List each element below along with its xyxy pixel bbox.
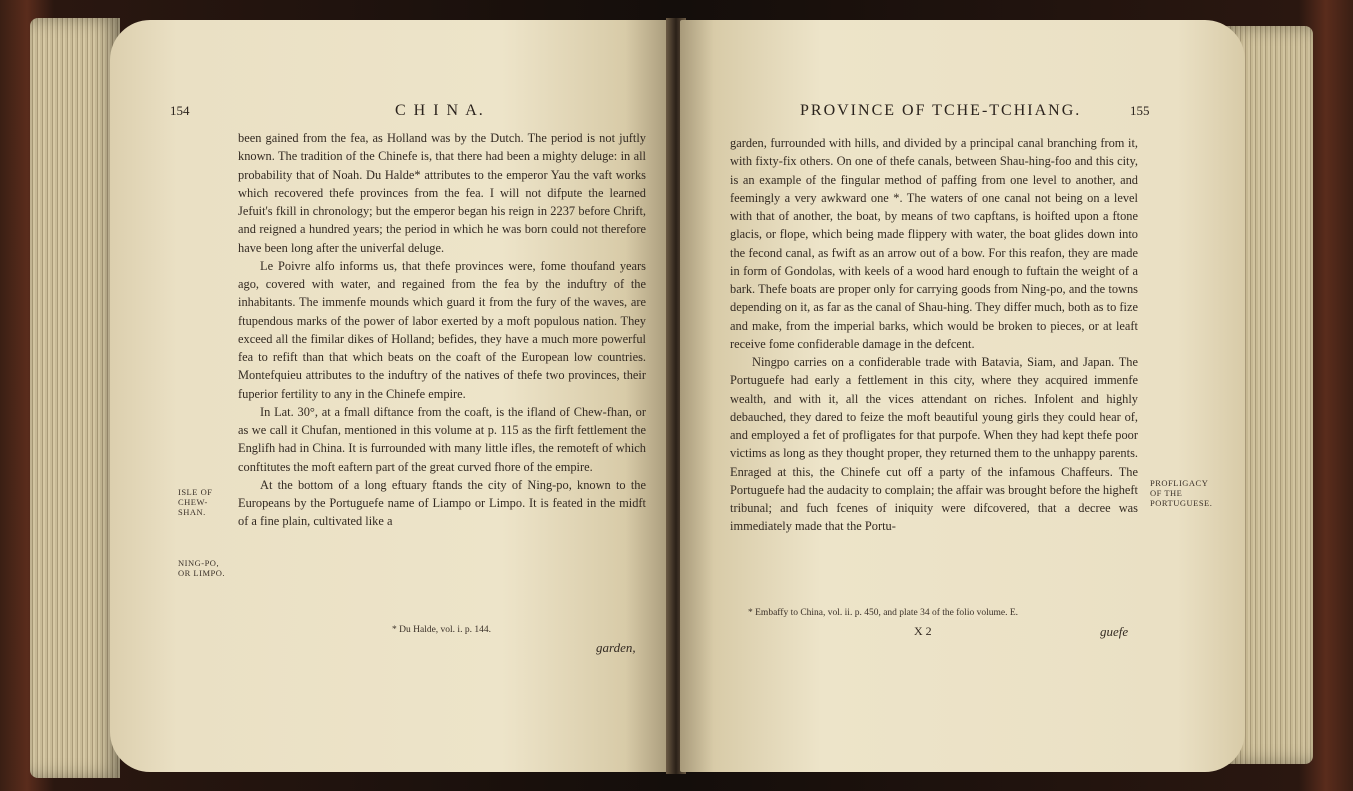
margin-note: PROFLIGACY OF THE PORTUGUESE. xyxy=(1150,478,1213,508)
paragraph: Ningpo carries on a confiderable trade with Batavia, Siam, and Japan. The Portuguefe had early a fettlement in this city, where they acquired immenfe wealth, and with it, all the vices attendant on riches. Infolent and highly debauched, they dared to feize the moft beautiful young girls they could hear of, and employed a fet of profligates for that purpofe. When they had kept thefe poor victims as long as they thought proper, they returned them to the unhappy parents. Enraged at this, the Chinefe cut off a party of the infamous Chaffeurs. The Portuguefe had the audacity to complain; the affair was brought before the higheft tribunal; and fuch fcenes of iniquity were difcovered, that a decree was immediately made that the Portu- xyxy=(730,355,1138,534)
left-page-edges xyxy=(30,18,120,778)
paragraph: Le Poivre alfo informs us, that thefe provinces were, fome thoufand years ago, covered with water, and regained from the fea by the induftry of the inhabitants. The immenfe mounds which guard it from the fury of the waves, are ftupendous marks of the power of labor exerted by a moft populous nation. They exceed all the fimilar dikes of Holland; befides, they have a much more powerful fea to refift than that which beats on the coaft of the European low countries. Montefquieu attributes to the induftry of the natives of thefe two provinces, their fuperior fertility to any in the Chinefe empire. xyxy=(238,258,646,401)
paragraph: At the bottom of a long eftuary ftands the city of Ning-po, known to the Europeans by the Portuguefe name of Liampo or Limpo. It is feated in the midft of a fine plain, cultivated like a xyxy=(238,477,646,529)
catchword: garden, xyxy=(596,640,636,655)
paragraph: In Lat. 30°, at a fmall diftance from the coaft, is the ifland of Chew-fhan, or as we call it Chufan, mentioned in this volume at p. 115 as the firft fettlement the Englifh had in China. It is furrounded with many little ifles, the remoteft of which conftitutes the moft eaftern part of the great curved fhore of the empire. xyxy=(238,404,646,474)
right-body-text xyxy=(730,134,1138,536)
left-page-number: 154 xyxy=(170,103,190,118)
right-page-number: 155 xyxy=(1130,103,1150,118)
catchword: guefe xyxy=(1100,624,1129,639)
footnote: * Embaffy to China, vol. ii. p. 450, and plate 34 of the folio volume. E. xyxy=(748,608,1019,618)
left-running-head: C H I N A. xyxy=(395,102,485,119)
right-page xyxy=(680,20,1245,772)
margin-note: NING-PO, OR LIMPO. xyxy=(178,558,226,578)
paragraph: garden, furrounded with hills, and divided by a principal canal branching from it, with fixty-fix others. On one of thefe canals, between Shau-hing-foo and this city, is an example of the fingular method of paffing from one level to another, and feemingly a very awkward one *. The waters of one canal not being on a level with that of another, the boat, by means of two capftans, is hoifted upon a ftone glacis, or flope, which being made flippery with water, the boat glides down into the fecond canal, as fwift as an arrow out of a bow. For this reafon, they are made in form of Gondolas, with keels of a wood hard enough to fuftain the weight of a bark. Thefe boats are proper only for carrying goods from Ning-po, and the towns depending on it, as far as the canal of Shau-hing. They differ much, both as to fize and make, from the imperial barks, which would be broken to pieces, or at leaft receive fome confiderable damage in the defcent. xyxy=(730,136,1138,351)
margin-note: ISLE OF CHEW-SHAN. xyxy=(178,487,213,517)
signature-mark: X 2 xyxy=(914,624,932,638)
left-page xyxy=(110,20,670,772)
right-running-head: PROVINCE OF TCHE-TCHIANG. xyxy=(800,102,1082,119)
left-body-text xyxy=(238,129,646,531)
paragraph: been gained from the fea, as Holland was by the Dutch. The period is not juftly known. The tradition of the Chinefe is, that there had been a mighty deluge: in all probability that of Noah. Du Halde* attributes to the emperor Yau the vaft works which recovered thefe provinces from the fea. I will not difpute the learned Jefuit's fkill in chronology; but the emperor began his reign in 2237 before Chrift, and reigned a hundred years; the period in which he was born could not therefore have been long after the univerfal deluge. xyxy=(238,131,646,255)
footnote: * Du Halde, vol. i. p. 144. xyxy=(392,625,491,635)
